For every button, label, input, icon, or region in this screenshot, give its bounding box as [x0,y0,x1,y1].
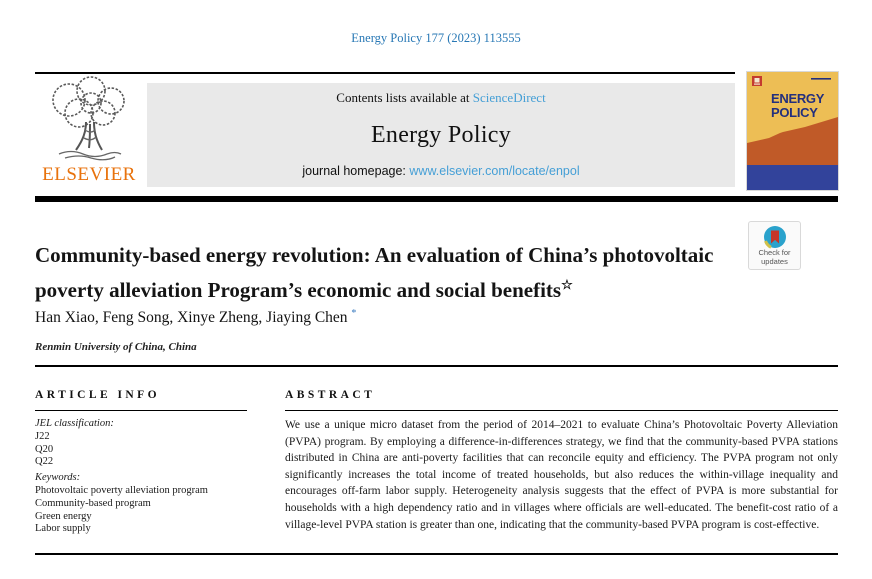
abstract-text: We use a unique micro dataset from the period of 2014–2021 to evaluate China’s Photovoltaic Poverty Alleviation (PVPA) program. By employing a difference-in-differences strategy, we find that the community-based PVPA stations distributed in China are anti-poverty facilities that can reconcile equity and efficiency. The PVPA program not only significantly increases the total income of treated households, but also reduces the within-village inequality and encourages off-farm labor supply. Heterogeneity analysis suggests that the effect of PVPA is more substantial for households with a high dependency ratio and in villages where officials are well-educated. The benefit-cost ratio of a village-level PVPA station is greater than one, indicating that the community-based PVPA program is cost-effective. [285,419,838,531]
crossmark-icon [763,225,787,249]
title-footnote-marker[interactable]: ☆ [561,277,573,292]
journal-name: Energy Policy [370,121,512,148]
keyword: Labor supply [35,523,91,535]
masthead-bottom-rule [35,196,838,202]
cover-issue-info-text [811,78,831,80]
contents-line [336,90,545,106]
abstract-heading-rule [285,410,838,411]
check-for-updates-badge[interactable] [748,221,801,270]
cover-bottom-band [747,165,838,190]
masthead-top-rule [35,72,735,74]
cover-title-line1: ENERGY [771,91,825,106]
elsevier-tree-icon [37,76,141,162]
abstract-section [285,389,838,533]
section-bottom-rule [35,553,838,555]
homepage-prefix: journal homepage: [302,164,406,178]
journal-citation-link[interactable]: Energy Policy 177 (2023) 113555 [351,31,521,45]
article-info-heading: ARTICLE INFO [35,389,161,401]
jel-code: J22 [35,430,50,442]
corresponding-author-marker[interactable]: * [351,308,357,319]
affiliation-divider-rule [35,365,838,367]
keywords-label: Keywords: [35,472,81,484]
badge-text: Check for updates [758,248,791,266]
jel-code: Q22 [35,456,54,468]
elsevier-logo [33,76,145,192]
sciencedirect-link[interactable]: ScienceDirect [472,90,546,105]
article-info-section [35,389,247,536]
jel-code: Q20 [35,443,54,455]
article-title: Community-based energy revolution: An evaluation of China’s photovoltaic poverty alleviation Program’s economic and social benefits☆ [35,243,714,302]
keyword: Green energy [35,510,92,522]
journal-cover-thumbnail[interactable] [747,72,838,190]
cover-title-line2: POLICY [771,105,818,120]
masthead-panel [147,83,735,187]
contents-prefix: Contents lists available at [336,90,470,105]
elsevier-wordmark: ELSEVIER [42,164,136,185]
keyword: Photovoltaic poverty alleviation program [35,484,208,496]
jel-classification-label: JEL classification: [35,418,114,429]
homepage-line [302,164,579,178]
abstract-heading: ABSTRACT [285,389,376,401]
article-info-heading-rule [35,410,247,411]
author-list: Han Xiao, Feng Song, Xinye Zheng, Jiaying Chen * [35,308,357,327]
homepage-url-link[interactable]: www.elsevier.com/locate/enpol [409,164,580,178]
affiliation: Renmin University of China, China [35,341,197,353]
keyword: Community-based program [35,497,151,509]
